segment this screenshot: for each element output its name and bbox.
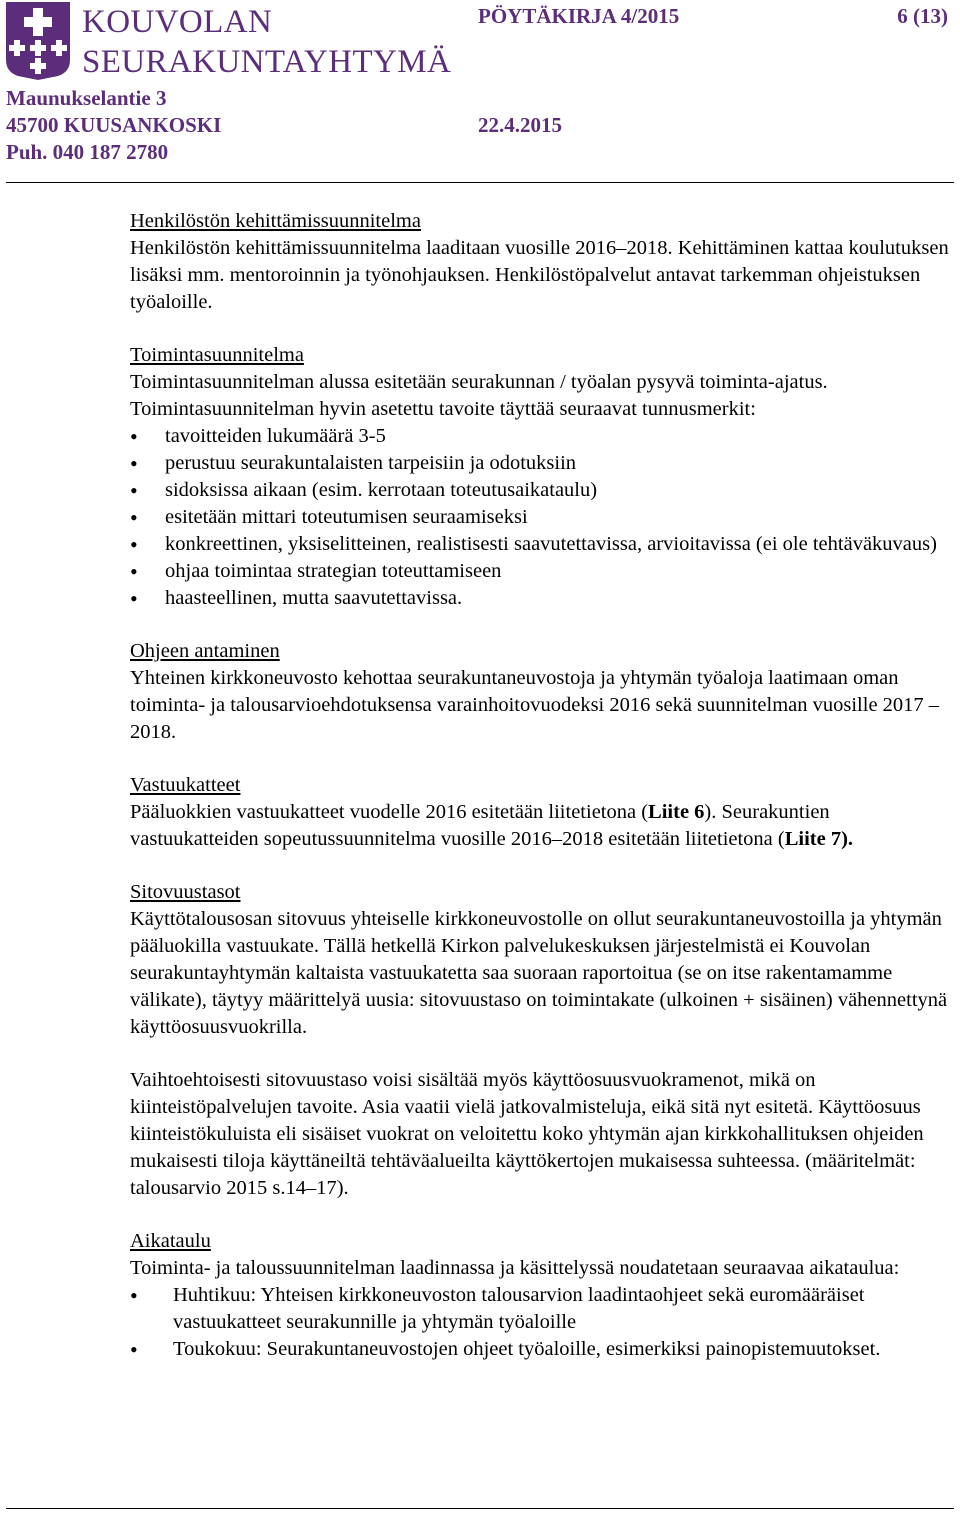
address-street: Maunukselantie 3 (6, 86, 167, 110)
section-heading: Vastuukatteet (130, 774, 241, 796)
text-run: ). Seurakuntien vastuukatteiden sopeutussuunnitelma vuosille 2016–2018 esitetään liitetietona ( (130, 801, 830, 850)
section-text (130, 799, 958, 853)
list-item: • ohjaa toimintaa strategian toteuttamiseen (130, 558, 958, 585)
list-item: • tavoitteiden lukumäärä 3-5 (130, 423, 958, 450)
attachment-ref-6: Liite 6 (648, 801, 705, 823)
schedule-list (130, 1282, 958, 1363)
section-personnel-development (130, 208, 958, 316)
list-item: • Toukokuu: Seurakuntaneuvostojen ohjeet työaloille, esimerkiksi painopistemuutokset. (130, 1336, 958, 1363)
section-responsibility-margins (130, 772, 958, 853)
list-item: • Huhtikuu: Yhteisen kirkkoneuvoston talousarvion laadintaohjeet sekä euromääräiset vastuukatteet seurakunnille ja yhtymän työaloille (130, 1282, 958, 1336)
organization-logo (6, 2, 452, 86)
section-instructions (130, 638, 958, 746)
section-text: Yhteinen kirkkoneuvosto kehottaa seurakuntaneuvostoja ja yhtymän työaloja laatimaan oman toiminta- ja talousarvioehdotuksensa varainhoitovuodeksi 2016 sekä suunnitelman vuosille 2017 – 2018. (130, 667, 940, 743)
text-run: Pääluokkien vastuukatteet vuodelle 2016 esitetään liitetietona ( (130, 801, 649, 823)
section-text: Toimintasuunnitelman alussa esitetään seurakunnan / työalan pysyvä toiminta-ajatus. (130, 371, 828, 393)
document-body (130, 208, 958, 1389)
list-item: • haasteellinen, mutta saavutettavissa. (130, 585, 958, 612)
document-title: PÖYTÄKIRJA 4/2015 (478, 4, 680, 28)
address-city: 45700 KUUSANKOSKI (6, 113, 222, 137)
section-schedule (130, 1228, 958, 1363)
list-item: • esitetään mittari toteutumisen seuraamiseksi (130, 504, 958, 531)
section-heading: Toimintasuunnitelma (130, 344, 304, 366)
document-date: 22.4.2015 (478, 113, 562, 137)
list-item: • sidoksissa aikaan (esim. kerrotaan toteutusaikataulu) (130, 477, 958, 504)
criteria-list (130, 423, 958, 612)
section-text: Vaihtoehtoisesti sitovuustaso voisi sisältää myös käyttöosuusvuokramenot, mikä on kiinteistöpalvelujen tavoite. Asia vaatii vielä jatkovalmisteluja, eikä sitä nyt esitetä. Käyttöosuus kiinteistökuluista eli sisäiset vuokrat on veloitettu koko yhtymän ajan kirkkohallituksen ohjeiden mukaisesti tiloja käyttäneiltä tehtäväalueilta käyttökertojen mukaisessa suhteessa. (määritelmät: talousarvio 2015 s.14–17). (130, 1069, 924, 1199)
list-item: • perustuu seurakuntalaisten tarpeisiin ja odotuksiin (130, 450, 958, 477)
logo-text-line1: KOUVOLAN (82, 4, 273, 40)
section-action-plan (130, 342, 958, 612)
section-heading: Sitovuustasot (130, 881, 241, 903)
logo-text-line2: SEURAKUNTAYHTYMÄ (82, 44, 452, 80)
section-text: Käyttötalousosan sitovuus yhteiselle kirkkoneuvostolle on ollut seurakuntaneuvostoilla ja yhtymän pääluokilla vastuukate. Tällä hetkellä Kirkon palvelukeskuksen järjestelmistä ei Kouvolan seurakuntayhtymän kaltaista vastuukatetta saa suoraan raportoitua (se on itse rakentamamme välikate), täytyy määrittelyä uusia: sitovuustaso on toimintakate (ulkoinen + sisäinen) vähennettynä käyttöosuusvuokrilla. (130, 908, 948, 1038)
section-heading: Aikataulu (130, 1230, 211, 1252)
list-item: • konkreettinen, yksiselitteinen, realistisesti saavutettavissa, arvioitavissa (ei ole tehtäväkuvaus) (130, 531, 958, 558)
phone-number: Puh. 040 187 2780 (6, 140, 169, 164)
section-text: Toimintasuunnitelman hyvin asetettu tavoite täyttää seuraavat tunnusmerkit: (130, 398, 756, 420)
attachment-ref-7: Liite 7). (784, 828, 854, 850)
header-divider (6, 182, 954, 183)
cross-emblem-icon (6, 2, 70, 80)
page-number: 6 (13) (897, 4, 948, 28)
section-heading: Ohjeen antaminen (130, 640, 280, 662)
footer-divider (6, 1508, 954, 1509)
section-text: Henkilöstön kehittämissuunnitelma laaditaan vuosille 2016–2018. Kehittäminen kattaa koulutuksen lisäksi mm. mentoroinnin ja työnohjauksen. Henkilöstöpalvelut antavat tarkemman ohjeistuksen työaloille. (130, 237, 949, 313)
section-binding-levels (130, 879, 958, 1202)
section-heading: Henkilöstön kehittämissuunnitelma (130, 210, 421, 232)
section-text: Toiminta- ja taloussuunnitelman laadinnassa ja käsittelyssä noudatetaan seuraavaa aikataulua: (130, 1257, 900, 1279)
